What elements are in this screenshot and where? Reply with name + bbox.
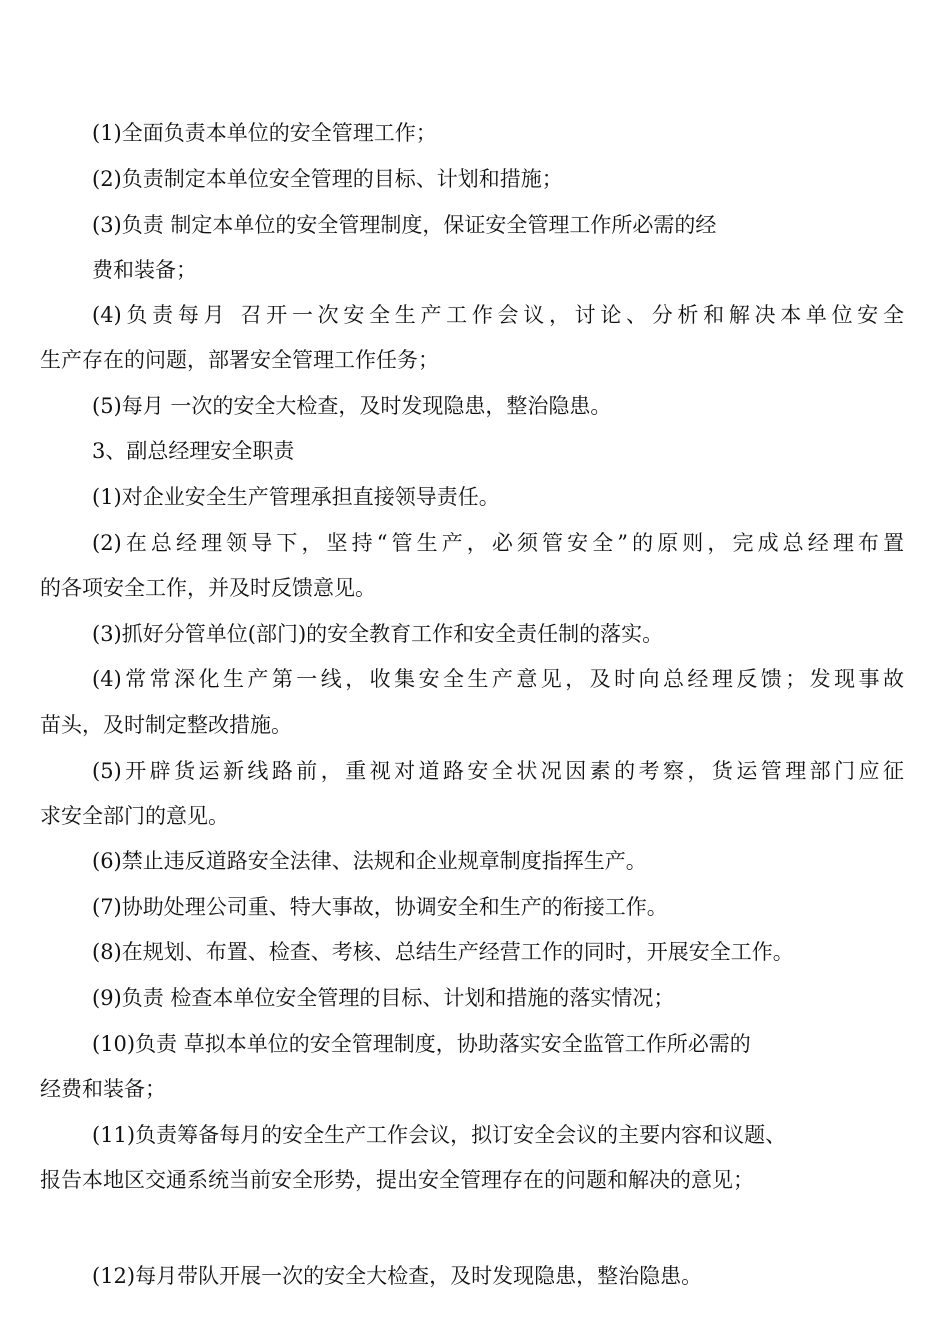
- text-line: (5)开辟货运新线路前，重视对道路安全状况因素的考察，货运管理部门应征: [92, 759, 904, 783]
- text-line: (12)每月带队开展一次的安全大检查，及时发现隐患，整治隐患。: [92, 1264, 703, 1288]
- text-line: (3)抓好分管单位(部门)的安全教育工作和安全责任制的落实。: [92, 622, 664, 646]
- text-line: 报告本地区交通系统当前安全形势，提出安全管理存在的问题和解决的意见；: [40, 1168, 754, 1192]
- text-line: (8)在规划、布置、检查、考核、总结生产经营工作的同时，开展安全工作。: [92, 940, 794, 964]
- text-line: 的各项安全工作，并及时反馈意见。: [40, 576, 376, 600]
- text-line: (4)常常深化生产第一线，收集安全生产意见，及时向总经理反馈；发现事故: [92, 667, 904, 691]
- text-line: 费和装备；: [92, 258, 197, 282]
- text-line: (2)在总经理领导下，坚持“管生产，必须管安全”的原则，完成总经理布置: [92, 531, 904, 555]
- text-line: (11)负责筹备每月的安全生产工作会议，拟订安全会议的主要内容和议题、: [92, 1123, 787, 1147]
- text-line: (1)对企业安全生产管理承担直接领导责任。: [92, 485, 500, 509]
- text-line: (2)负责制定本单位安全管理的目标、计划和措施；: [92, 167, 563, 191]
- text-line: (1)全面负责本单位的安全管理工作；: [92, 121, 437, 145]
- text-line: 经费和装备；: [40, 1077, 166, 1101]
- text-line: (3)负责 制定本单位的安全管理制度，保证安全管理工作所必需的经: [92, 213, 717, 237]
- text-line: 生产存在的问题，部署安全管理工作任务；: [40, 348, 439, 372]
- text-line: (5)每月 一次的安全大检查，及时发现隐患，整治隐患。: [92, 394, 612, 418]
- text-line: (4)负责每月 召开一次安全生产工作会议，讨论、分析和解决本单位安全: [92, 303, 904, 327]
- text-line: 苗头，及时制定整改措施。: [40, 713, 292, 737]
- text-line: (7)协助处理公司重、特大事故，协调安全和生产的衔接工作。: [92, 895, 668, 919]
- text-line: (6)禁止违反道路安全法律、法规和企业规章制度指挥生产。: [92, 849, 647, 873]
- section-heading: 3、副总经理安全职责: [92, 439, 295, 463]
- text-line: 求安全部门的意见。: [40, 804, 229, 828]
- text-line: (10)负责 草拟本单位的安全管理制度，协助落实安全监管工作所必需的: [92, 1032, 751, 1056]
- text-line: (9)负责 检查本单位安全管理的目标、计划和措施的落实情况；: [92, 986, 675, 1010]
